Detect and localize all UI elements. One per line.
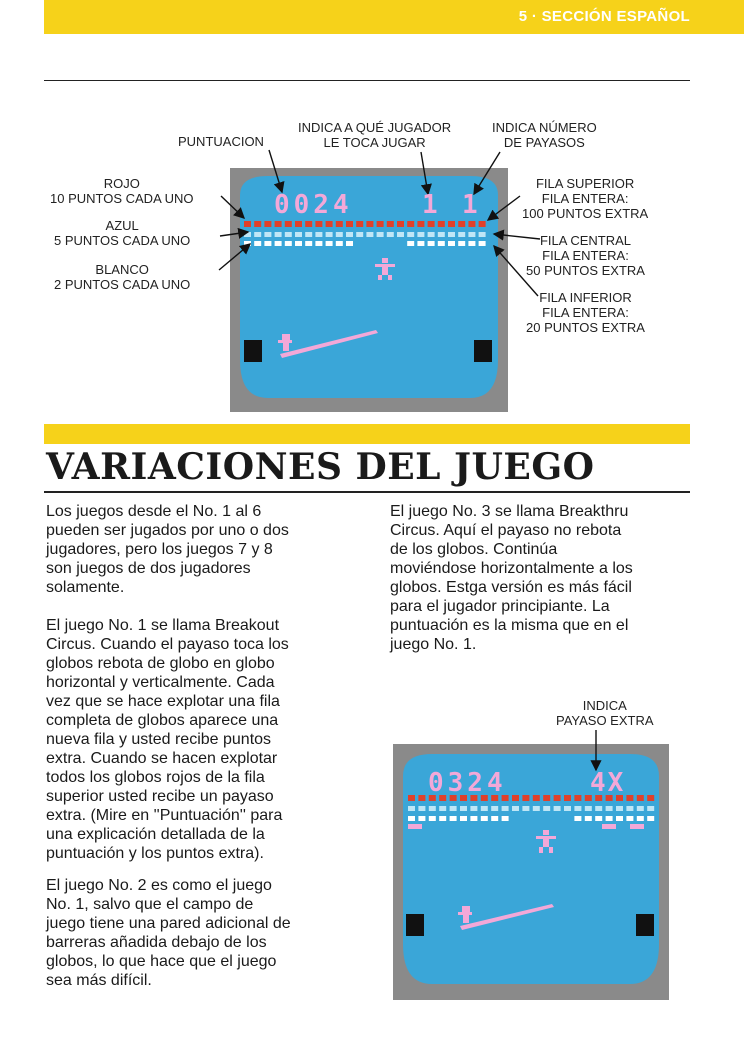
balloon [574,795,581,801]
balloon [315,241,322,246]
balloon [637,816,644,821]
balloon [305,232,312,237]
balloon [468,221,475,227]
balloon [417,232,424,237]
balloon [585,816,592,821]
balloon [448,241,455,246]
balloon [450,806,457,811]
label-indica-payasos: INDICA NÚMERO DE PAYASOS [492,120,597,150]
clown-count: 1 [462,190,478,220]
balloon [626,816,633,821]
balloon [543,795,550,801]
extra-clown-indicator: 4X [590,768,626,798]
balloon [637,795,644,801]
balloon [417,241,424,246]
balloon [595,806,602,811]
balloon [491,816,498,821]
label-fila-central: FILA CENTRAL FILA ENTERA: 50 PUNTOS EXTRA [526,233,645,278]
balloon [468,241,475,246]
balloon [387,232,394,237]
balloon [408,824,422,829]
label-blanco: BLANCO 2 PUNTOS CADA UNO [54,262,191,292]
balloon [574,806,581,811]
label-fila-superior: FILA SUPERIOR FILA ENTERA: 100 PUNTOS EXTRA [522,176,649,221]
balloon [408,816,415,821]
balloon [595,816,602,821]
right-barrier [474,340,492,362]
balloon [512,795,519,801]
balloon [647,806,654,811]
label-puntuacion: PUNTUACION [178,134,264,149]
balloon [295,221,302,227]
balloon [336,221,343,227]
label-payaso-extra: INDICA PAYASO EXTRA [556,698,654,728]
balloon [533,806,540,811]
balloon [336,232,343,237]
title-underline [44,491,690,493]
balloon [637,806,644,811]
balloon [346,232,353,237]
balloon [479,232,486,237]
balloon [458,221,465,227]
balloon [502,816,509,821]
balloon [285,241,292,246]
balloon [305,221,312,227]
balloon [295,232,302,237]
page-title: VARIACIONES DEL JUEGO [46,446,595,488]
balloon [502,806,509,811]
left-barrier-2 [406,914,424,936]
balloon [450,816,457,821]
balloon [522,795,529,801]
paragraph-game-3: El juego No. 3 se llama Breakthru Circus. Aquí el payaso no rebota de los globos. Continúa moviéndose horizontalmente a los globos. Estga versión es más fácil para el jugador principiante. La puntuación es la misma que en el juego No. 1. [390,503,633,653]
balloon [533,795,540,801]
right-barrier-2 [636,914,654,936]
balloon [630,824,644,829]
balloon [264,232,271,237]
balloon [244,221,251,227]
balloon [356,232,363,237]
balloon [512,806,519,811]
balloon [407,221,414,227]
balloon [418,795,425,801]
balloon [470,806,477,811]
balloon [387,221,394,227]
balloon [336,241,343,246]
balloon [428,241,435,246]
balloon [439,806,446,811]
balloon [254,241,261,246]
paragraph-game-1: El juego No. 1 se llama Breakout Circus. Cuando el payaso toca los globos rebota de globo en globo horizontal y verticalmente. Cada vez que se hace explotar una fila completa de globos aparece una nueva fila y usted recibe puntos extra. Cuando se hacen explotar todos los globos rojos de la fila superior usted recibe un payaso extra. (Mire en ''Puntuación'' para una explicación detallada de la puntuación y los puntos extra). [46,617,289,862]
balloon [616,816,623,821]
balloon [275,221,282,227]
balloon [407,241,414,246]
balloon [346,241,353,246]
balloon [366,232,373,237]
label-rojo: ROJO 10 PUNTOS CADA UNO [50,176,194,206]
balloon [479,241,486,246]
balloon [458,241,465,246]
balloon [602,824,616,829]
balloon [285,221,292,227]
balloon [326,241,333,246]
balloon [254,221,261,227]
section-label: 5 · SECCIÓN ESPAÑOL [518,8,690,25]
balloon [377,232,384,237]
balloon [491,806,498,811]
balloon [429,806,436,811]
balloon [397,232,404,237]
balloon [554,795,561,801]
balloon [305,241,312,246]
balloon [554,806,561,811]
balloon [647,795,654,801]
balloon [481,806,488,811]
balloon [356,221,363,227]
balloon [606,816,613,821]
balloon [407,232,414,237]
balloon [429,816,436,821]
paragraph-game-2: El juego No. 2 es como el juego No. 1, salvo que el campo de juego tiene una pared adicional de barreras añadida debajo de los globos, lo que hace que el juego sea más difícil. [46,877,291,989]
balloon [295,241,302,246]
balloon [285,232,292,237]
balloon [428,232,435,237]
balloon [438,221,445,227]
balloon [448,232,455,237]
label-fila-inferior: FILA INFERIOR FILA ENTERA: 20 PUNTOS EXTRA [526,290,645,335]
label-azul: AZUL 5 PUNTOS CADA UNO [54,218,191,248]
balloon [315,232,322,237]
balloon [616,806,623,811]
balloon [564,795,571,801]
balloon [606,806,613,811]
balloon [439,816,446,821]
paragraph-intro: Los juegos desde el No. 1 al 6 pueden ser jugados por uno o dos jugadores, pero los juegos 7 y 8 son juegos de dos jugadores solamente. [46,503,289,596]
balloon [417,221,424,227]
balloon [626,795,633,801]
balloon [377,221,384,227]
balloon [647,816,654,821]
title-band [44,424,690,444]
balloon [543,806,550,811]
balloon [275,232,282,237]
balloon [458,232,465,237]
screen-diagram-2 [0,720,744,1020]
balloon [564,806,571,811]
balloon [479,221,486,227]
balloon [275,241,282,246]
balloon [264,241,271,246]
score-display-2: 0324 [428,768,507,798]
balloon [326,221,333,227]
left-barrier [244,340,262,362]
balloon [460,806,467,811]
balloon [408,795,415,801]
balloon [418,806,425,811]
label-indica-jugador: INDICA A QUÉ JUGADOR LE TOCA JUGAR [298,120,452,150]
balloon [438,232,445,237]
balloon [470,816,477,821]
balloon [626,806,633,811]
balloon [397,221,404,227]
balloon [366,221,373,227]
balloon [346,221,353,227]
balloon [585,806,592,811]
balloon [428,221,435,227]
balloon [522,806,529,811]
player-indicator: 1 [422,190,438,220]
balloon [418,816,425,821]
balloon [264,221,271,227]
balloon [438,241,445,246]
balloon [326,232,333,237]
balloon [315,221,322,227]
balloon [448,221,455,227]
balloon [574,816,581,821]
balloon [460,816,467,821]
balloon [408,806,415,811]
balloon [468,232,475,237]
score-display: 0024 [274,190,353,220]
balloon [254,232,261,237]
balloon [481,816,488,821]
